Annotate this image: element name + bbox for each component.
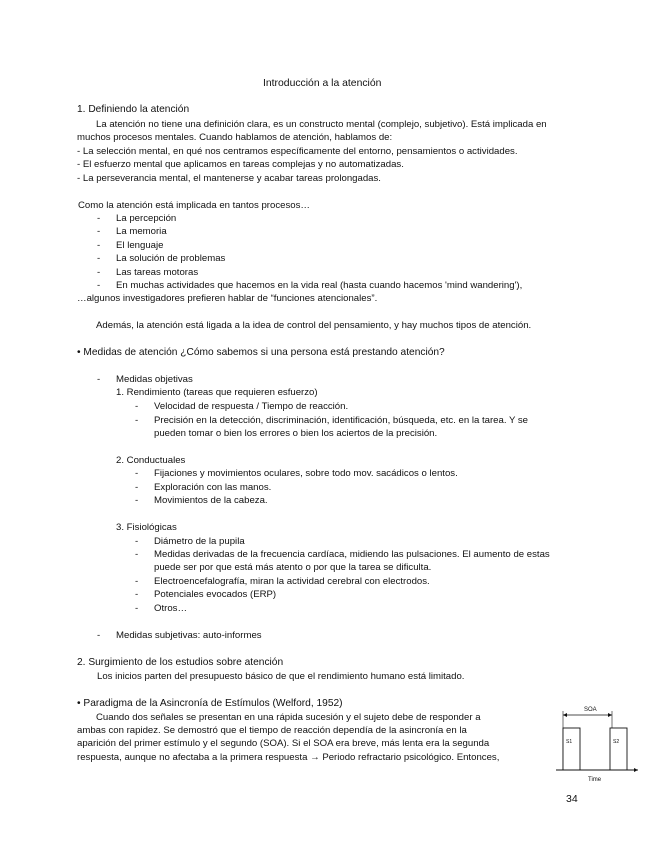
paradigm-heading: • Paradigma de la Asincronía de Estímulos (Welford, 1952) <box>77 698 343 709</box>
list-dash: - <box>97 374 101 385</box>
s1-stimulus-box <box>563 728 580 770</box>
paradigm-line-1: Cuando dos señales se presentan en una rápida sucesión y el sujeto debe de responder a <box>96 712 481 723</box>
list-dash: - <box>135 603 139 614</box>
section-2-heading: 2. Surgimiento de los estudios sobre atención <box>77 657 284 668</box>
list-dash: - <box>135 576 139 587</box>
list-dash: - <box>135 589 139 600</box>
definition-paragraph-line-1: La atención no tiene una definición clara, es un constructo mental (complejo, subjetivo). Está implicada en <box>96 119 547 130</box>
paradigm-line-3: aparición del primer estímulo y el segundo (SOA). Si el SOA era breve, más lenta era la segunda <box>77 738 490 749</box>
list-item: En muchas actividades que hacemos en la vida real (hasta cuando hacemos 'mind wandering'), <box>116 280 523 291</box>
list-item: Fijaciones y movimientos oculares, sobre todo mov. sacádicos o lentos. <box>154 468 458 479</box>
list-dash: - <box>97 240 101 251</box>
list-item: Exploración con las manos. <box>154 482 272 493</box>
page-title: Introducción a la atención <box>263 78 382 89</box>
arrow-left-icon <box>563 713 567 717</box>
list-dash: - <box>135 549 139 560</box>
list-dash: - <box>97 213 101 224</box>
list-dash: - <box>97 280 101 291</box>
processes-intro: Como la atención está implicada en tantos procesos… <box>78 200 310 211</box>
list-item: Movimientos de la cabeza. <box>154 495 268 506</box>
time-label: Time <box>588 777 602 783</box>
arrow-right-icon <box>634 768 638 772</box>
list-item: El lenguaje <box>116 240 164 251</box>
list-item-continued: pueden tomar o bien los errores o bien los aciertos de la precisión. <box>154 428 438 439</box>
list-dash: - <box>97 253 101 264</box>
list-item: - La selección mental, en qué nos centramos específicamente del entorno, pensamientos o actividades. <box>77 146 518 157</box>
list-dash: - <box>135 401 139 412</box>
list-item-continued: puede ser por que está más atento o por que la tarea se dificulta. <box>154 562 432 573</box>
list-item: - El esfuerzo mental que aplicamos en tareas complejas y no automatizadas. <box>77 159 404 170</box>
list-dash: - <box>135 495 139 506</box>
section-2-text: Los inicios parten del presupuesto básico de que el rendimiento humano está limitado. <box>97 671 465 682</box>
definition-paragraph-line-2: muchos procesos mentales. Cuando hablamos de atención, hablamos de: <box>77 132 393 143</box>
list-item: - La perseverancia mental, el mantenerse y acabar tareas prolongadas. <box>77 173 381 184</box>
list-dash: - <box>135 468 139 479</box>
list-item: La memoria <box>116 226 167 237</box>
behavioral-heading: 2. Conductuales <box>116 455 186 466</box>
s2-label: S2 <box>613 739 620 745</box>
section-1-heading: 1. Definiendo la atención <box>77 104 190 115</box>
list-item: Medidas derivadas de la frecuencia cardíaca, midiendo las pulsaciones. El aumento de estas <box>154 549 550 560</box>
objective-measures-label: Medidas objetivas <box>116 374 193 385</box>
list-dash: - <box>135 482 139 493</box>
list-item: Las tareas motoras <box>116 267 199 278</box>
list-dash: - <box>135 415 139 426</box>
list-item: Precisión en la detección, discriminación, identificación, búsqueda, etc. en la tarea. Y se <box>154 415 529 426</box>
list-item: La solución de problemas <box>116 253 226 264</box>
soa-label: SOA <box>584 707 597 713</box>
list-dash: - <box>97 630 101 641</box>
paradigm-line-4: respuesta, aunque no afectaba a la primera respuesta → Periodo refractario psicológico. Entonces, <box>77 752 500 763</box>
list-dash: - <box>97 226 101 237</box>
physiological-heading: 3. Fisiológicas <box>116 522 177 533</box>
list-item: Otros… <box>154 603 188 614</box>
list-item: Potenciales evocados (ERP) <box>154 589 277 600</box>
soa-diagram <box>552 700 642 790</box>
list-dash: - <box>97 267 101 278</box>
arrow-right-icon <box>608 713 612 717</box>
list-item: Diámetro de la pupila <box>154 536 245 547</box>
functions-note: …algunos investigadores prefieren hablar de “funciones atencionales”. <box>77 293 378 304</box>
performance-heading: 1. Rendimiento (tareas que requieren esfuerzo) <box>116 387 318 398</box>
subjective-measures-label: Medidas subjetivas: auto-informes <box>116 630 262 641</box>
paradigm-line-2: ambas con rapidez. Se demostró que el tiempo de reacción dependía de la asincronía en la <box>77 725 467 736</box>
measures-heading: • Medidas de atención ¿Cómo sabemos si una persona está prestando atención? <box>77 347 445 358</box>
control-paragraph: Además, la atención está ligada a la idea de control del pensamiento, y hay muchos tipos de atención. <box>96 320 532 331</box>
s1-label: S1 <box>566 739 573 745</box>
list-item: Velocidad de respuesta / Tiempo de reacción. <box>154 401 349 412</box>
list-item: La percepción <box>116 213 177 224</box>
list-dash: - <box>135 536 139 547</box>
page-number: 34 <box>566 793 578 805</box>
list-item: Electroencefalografía, miran la actividad cerebral con electrodos. <box>154 576 430 587</box>
s2-stimulus-box <box>610 728 627 770</box>
